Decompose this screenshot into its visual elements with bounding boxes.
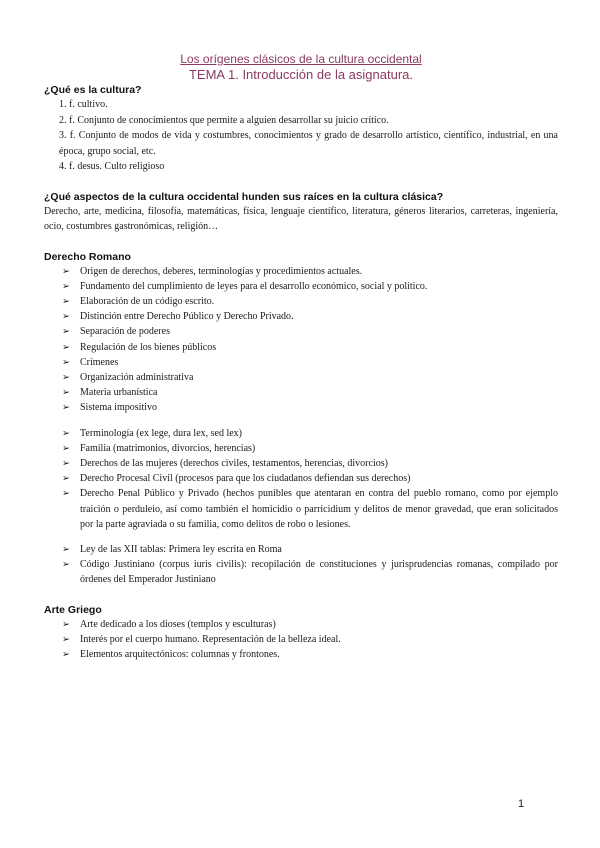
derecho-list-1 [44, 264, 558, 416]
list-item: ➢ Terminología (ex lege, dura lex, sed lex) [62, 426, 558, 441]
arrow-bullet-icon: ➢ [62, 473, 70, 485]
page-number: 1 [518, 798, 525, 810]
list-item: ➢ Derechos de las mujeres (derechos civiles, testamentos, herencias, divorcios) [62, 456, 558, 471]
arrow-bullet-icon: ➢ [62, 295, 70, 307]
list-item: ➢ Arte dedicado a los dioses (templos y esculturas) [62, 617, 558, 632]
heading-que-es-cultura: ¿Qué es la cultura? [44, 84, 142, 96]
heading-aspectos: ¿Qué aspectos de la cultura occidental hunden sus raíces en la cultura clásica? [44, 190, 444, 203]
arrow-bullet-icon: ➢ [62, 341, 70, 353]
list-item: ➢ Crímenes [62, 355, 558, 370]
arrow-bullet-icon: ➢ [62, 442, 70, 454]
arrow-bullet-icon: ➢ [62, 559, 70, 571]
arrow-bullet-icon: ➢ [62, 543, 70, 555]
arrow-bullet-icon: ➢ [62, 427, 70, 439]
arrow-bullet-icon: ➢ [62, 356, 70, 368]
heading-arte-griego: Arte Griego [44, 603, 102, 616]
list-item: ➢ Materia urbanística [62, 385, 558, 400]
list-item: ➢ Fundamento del cumplimiento de leyes para el desarrollo económico, social y político. [62, 279, 558, 294]
arte-list [44, 617, 558, 663]
arrow-bullet-icon: ➢ [62, 488, 70, 500]
list-item: ➢ Derecho Penal Público y Privado (hechos punibles que atentaran en contra del pueblo romano, como por ejemplo traición o perduleio, así como también el homicidio o parricidium y delitos de menor gravedad, que eran solicitados por la parte agraviada o su familia, como delitos de robo o lesiones. [62, 488, 558, 530]
definition-list [44, 97, 558, 175]
document-page [44, 52, 558, 662]
arrow-bullet-icon: ➢ [62, 311, 70, 323]
list-item: ➢ Regulación de los bienes públicos [62, 340, 558, 355]
definition-item: 2. f. Conjunto de conocimientos que permite a alguien desarrollar su juicio crítico. [59, 114, 389, 126]
list-item: ➢ Derecho Procesal Civil (procesos para que los ciudadanos defiendan sus derechos) [62, 471, 558, 486]
list-item: ➢ Ley de las XII tablas: Primera ley escrita en Roma [62, 542, 558, 557]
arrow-bullet-icon: ➢ [62, 633, 70, 645]
definition-item: 3. f. Conjunto de modos de vida y costumbres, conocimientos y grado de desarrollo artístico, científico, industrial, en una época, grupo social, etc. [59, 130, 558, 157]
arrow-bullet-icon: ➢ [62, 265, 70, 277]
arrow-bullet-icon: ➢ [62, 457, 70, 469]
list-item: ➢ Elaboración de un código escrito. [62, 294, 558, 309]
list-item: ➢ Interés por el cuerpo humano. Representación de la belleza ideal. [62, 632, 558, 647]
arrow-bullet-icon: ➢ [62, 280, 70, 292]
definition-item: 1. f. cultivo. [59, 99, 108, 110]
list-item: ➢ Sistema impositivo [62, 400, 558, 415]
arrow-bullet-icon: ➢ [62, 371, 70, 383]
list-item: ➢ Separación de poderes [62, 324, 558, 339]
list-item: ➢ Origen de derechos, deberes, terminologías y procedimientos actuales. [62, 264, 558, 279]
list-item: ➢ Organización administrativa [62, 370, 558, 385]
list-item: ➢ Familia (matrimonios, divorcios, herencias) [62, 441, 558, 456]
arrow-bullet-icon: ➢ [62, 402, 70, 414]
derecho-list-3 [44, 542, 558, 588]
arrow-bullet-icon: ➢ [62, 618, 70, 630]
list-item: ➢ Distinción entre Derecho Público y Derecho Privado. [62, 309, 558, 324]
derecho-list-2 [44, 426, 558, 532]
arrow-bullet-icon: ➢ [62, 326, 70, 338]
aspectos-paragraph: Derecho, arte, medicina, filosofía, matemáticas, física, lenguaje científico, literatura, géneros literarios, carreteras, ingeniería, ocio, costumbres gastronómicas, religión… [44, 205, 558, 232]
heading-derecho-romano: Derecho Romano [44, 250, 131, 263]
definition-item: 4. f. desus. Culto religioso [59, 161, 165, 172]
arrow-bullet-icon: ➢ [62, 648, 70, 660]
list-item: ➢ Elementos arquitectónicos: columnas y frontones. [62, 647, 558, 662]
arrow-bullet-icon: ➢ [62, 387, 70, 399]
document-subtitle: TEMA 1. Introducción de la asignatura. [188, 67, 413, 82]
list-item: ➢ Código Justiniano (corpus iuris civilis): recopilación de constituciones y jurisprudencias romanas, compilado por órdenes del Emperador Justiniano [62, 559, 558, 586]
document-title: Los orígenes clásicos de la cultura occidental [180, 52, 422, 66]
